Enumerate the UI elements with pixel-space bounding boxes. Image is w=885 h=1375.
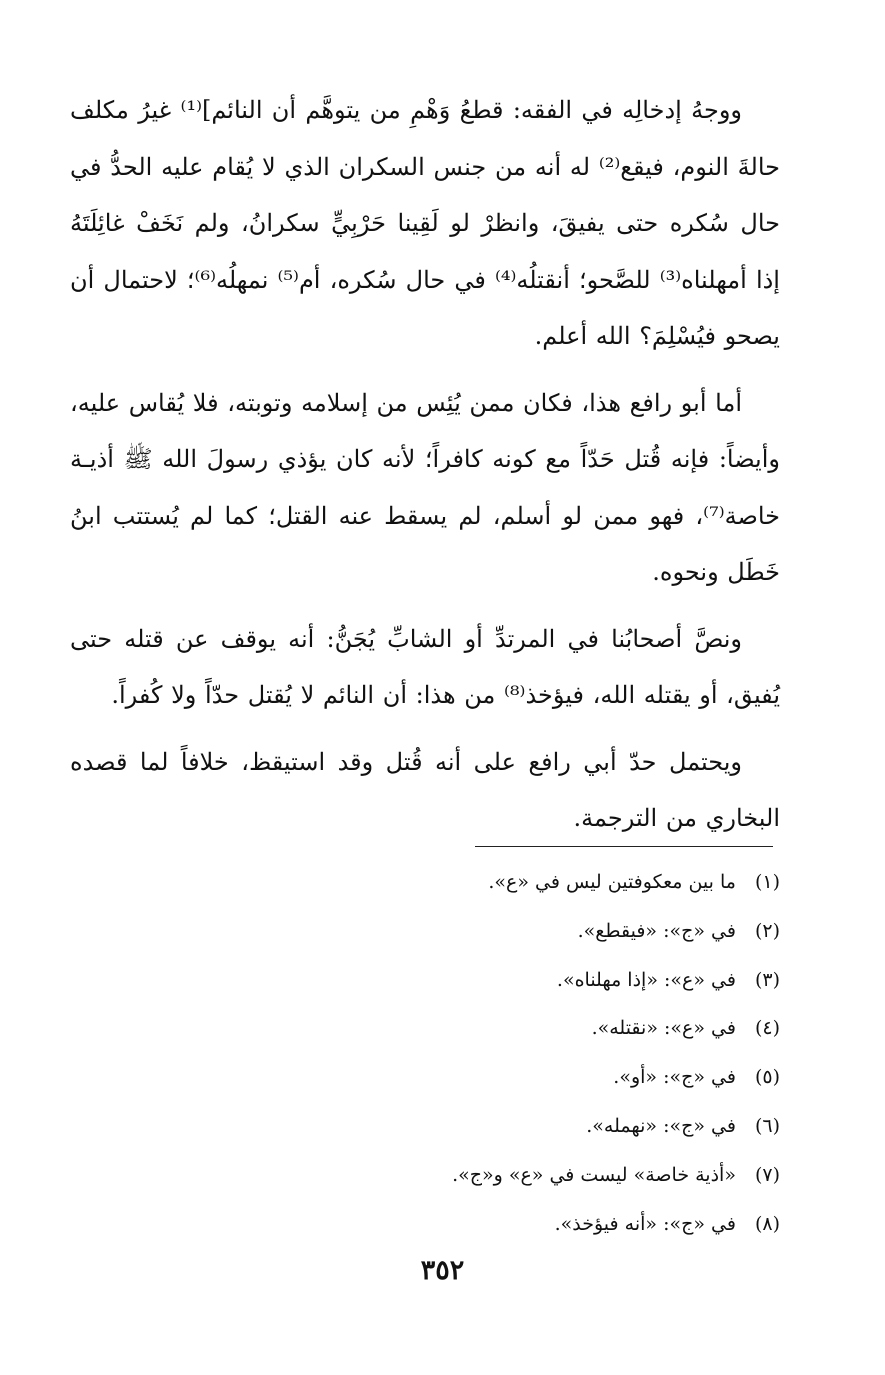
paragraph-1: ووجهُ إدخالِه في الفقه: قطعُ وَهْمِ من يتوهَّم أن النائم]⁽¹⁾ غيرُ مكلف حالةَ النوم، فيقع⁽²⁾ له أنه من جنس السكران الذي لا يُقام عليه الحدُّ في حال سُكره حتى يفيقَ، وانظرْ لو لَقِينا حَرْبِيٍّ سكرانُ، ولم نَخَفْ غائِلَتَهُ إذا أمهلناه⁽³⁾ للصَّحو؛ أنقتلُه⁽⁴⁾ في حال سُكره، أم⁽⁵⁾ نمهلُه⁽⁶⁾؛ لاحتمال أن يصحو فيُسْلِمَ؟ الله أعلم. (70, 96, 780, 350)
footnote-number: (٢) (754, 919, 780, 942)
footnote-text: في «ج»: «نهمله». (586, 1114, 736, 1137)
paragraph-4: ويحتمل حدّ أبي رافع على أنه قُتل وقد استيقظ، خلافاً لما قصده البخاري من الترجمة. (70, 747, 780, 832)
footnote-text: في «ج»: «فيقطع». (577, 919, 736, 942)
footnote-3 (70, 956, 780, 1005)
footnote-6 (70, 1102, 780, 1151)
footnotes (70, 858, 780, 1248)
footnote-number: (٤) (754, 1017, 780, 1040)
footnote-text: في «ج»: «أنه فيؤخذ». (554, 1212, 736, 1235)
footnote-text: في «ع»: «إذا مهلناه». (556, 968, 736, 991)
footnote-4 (70, 1004, 780, 1053)
footnote-number: (٣) (754, 968, 780, 991)
paragraph-3: ونصَّ أصحابُنا في المرتدِّ أو الشابِّ يُجَنُّ: أنه يوقف عن قتله حتى يُفيق، أو يقتله الله، فيؤخذ⁽⁸⁾ من هذا: أن النائم لا يُقتل حدّاً ولا كُفراً. (70, 624, 780, 709)
page-number: ٣٥٢ (420, 1255, 465, 1286)
footnote-number: (٥) (754, 1066, 780, 1089)
footnote-7 (70, 1151, 780, 1200)
footnote-2 (70, 907, 780, 956)
footnote-text: «أذية خاصة» ليست في «ع» و«ج». (452, 1163, 736, 1186)
footnote-number: (٨) (754, 1212, 780, 1235)
footnote-text: في «ج»: «أو». (613, 1066, 736, 1089)
footnote-1 (70, 858, 780, 907)
footnote-text: في «ع»: «نقتله». (591, 1017, 736, 1040)
footnote-5 (70, 1053, 780, 1102)
footnote-8 (70, 1200, 780, 1249)
footnote-number: (٦) (754, 1114, 780, 1137)
footnote-divider (475, 846, 773, 847)
paragraph-2: أما أبو رافع هذا، فكان ممن يُئِس من إسلامه وتوبته، فلا يُقاس عليه، وأيضاً: فإنه قُتل حَدّاً مع كونه كافراً؛ لأنه كان يؤذي رسولَ الله ﷺ أذيـة خاصة⁽⁷⁾، فهو ممن لو أسلم، لم يسقط عنه القتل؛ كما لم يُستتب ابنُ خَطَل ونحوه. (70, 388, 780, 586)
footnote-number: (٧) (754, 1163, 780, 1186)
footnote-number: (١) (754, 871, 780, 893)
main-text (70, 82, 780, 847)
footnote-text: ما بين معكوفتين ليس في «ع». (488, 871, 736, 893)
